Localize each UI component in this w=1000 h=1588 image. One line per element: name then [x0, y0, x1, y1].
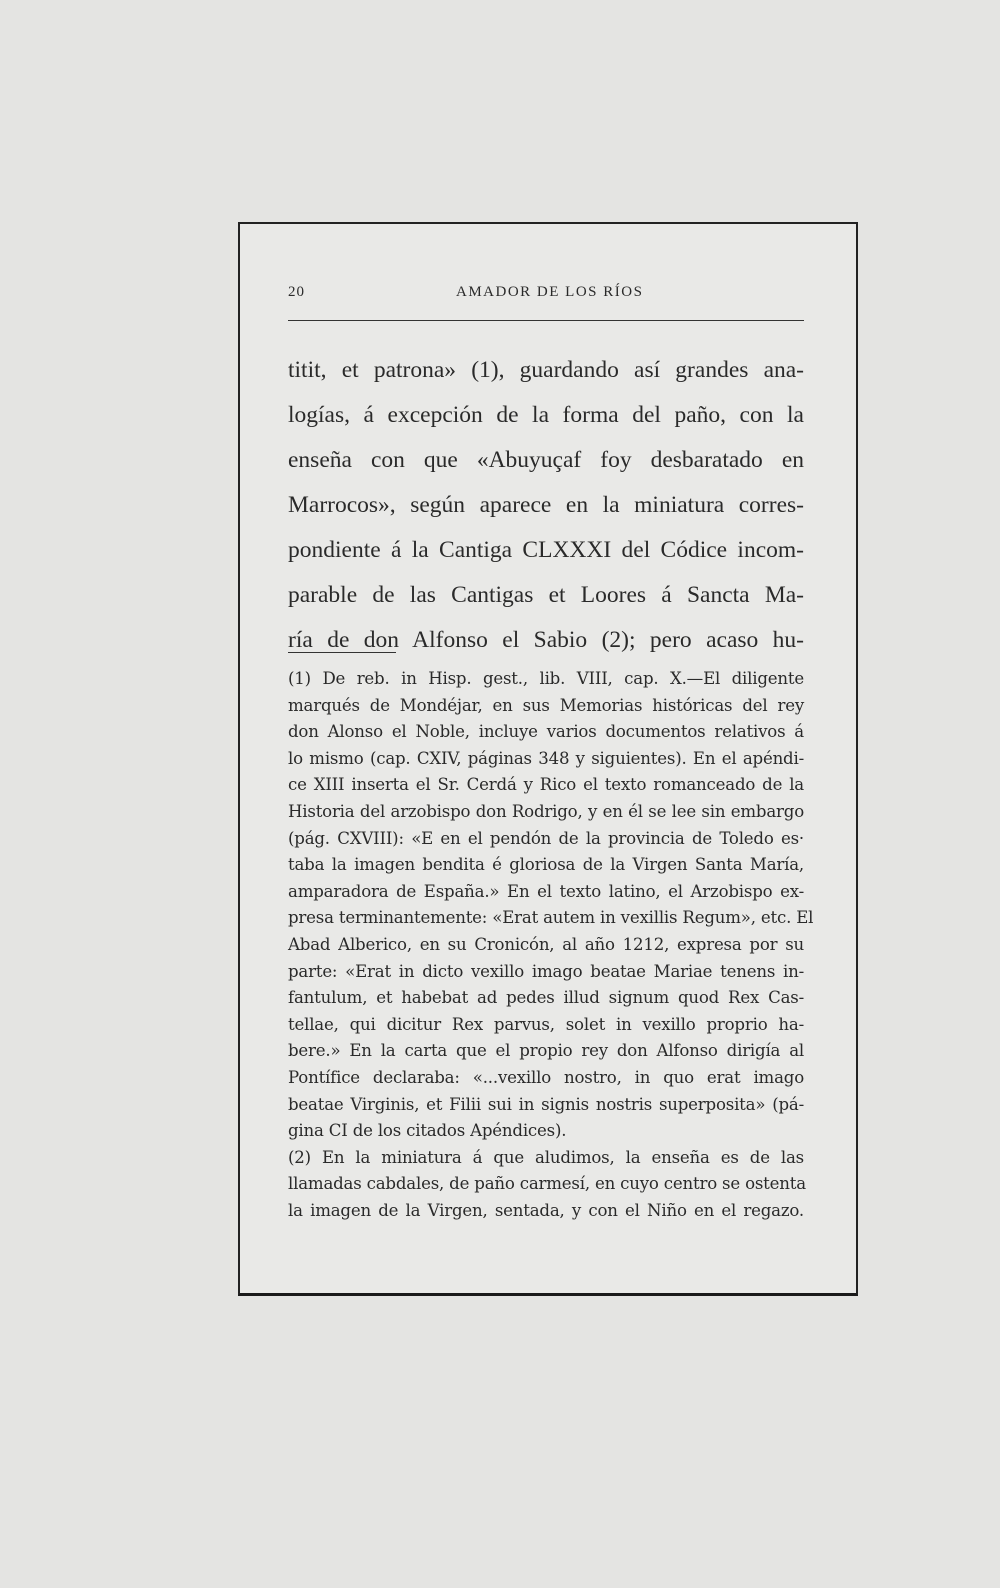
- footnote-line: beatae Virginis, et Filii sui in signis nostris superposita» (pá-: [288, 1094, 804, 1114]
- footnote-line: amparadora de España.» En el texto latino, el Arzobispo ex-: [288, 881, 804, 901]
- footnote-line: taba la imagen bendita é gloriosa de la Virgen Santa María,: [288, 855, 804, 875]
- main-text-line: pondiente á la Cantiga CLXXXI del Códice incom-: [288, 537, 804, 563]
- footnotes: [288, 666, 814, 1224]
- footnote-line: gina CI de los citados Apéndices).: [288, 1121, 567, 1141]
- main-text-line: logías, á excepción de la forma del paño, con la: [288, 402, 804, 428]
- main-text-line: Marrocos», según aparece en la miniatura corres-: [288, 492, 804, 518]
- footnote-line: parte: «Erat in dicto vexillo imago beatae Mariae tenens in-: [288, 961, 804, 981]
- footnote-line: llamadas cabdales, de paño carmesí, en cuyo centro se ostenta: [288, 1174, 806, 1194]
- footnote-line: marqués de Mondéjar, en sus Memorias históricas del rey: [288, 695, 804, 715]
- footnote-line: la imagen de la Virgen, sentada, y con el Niño en el regazo.: [288, 1200, 804, 1220]
- main-text-line: ría de don Alfonso el Sabio (2); pero acaso hu-: [288, 627, 804, 653]
- main-text-line: parable de las Cantigas et Loores á Sancta Ma-: [288, 582, 804, 608]
- header-rule: [288, 320, 804, 321]
- footnote-line: tellae, qui dicitur Rex parvus, solet in vexillo proprio ha-: [288, 1014, 804, 1034]
- footnote-line: ce XIII inserta el Sr. Cerdá y Rico el texto romanceado de la: [288, 775, 804, 795]
- footnote-line: Abad Alberico, en su Cronicón, al año 1212, expresa por su: [288, 934, 804, 954]
- page-number: 20: [288, 284, 305, 300]
- main-text: [288, 348, 808, 663]
- footnote-line: bere.» En la carta que el propio rey don Alfonso dirigía al: [288, 1041, 804, 1061]
- main-text-line: enseña con que «Abuyuçaf foy desbaratado en: [288, 447, 804, 473]
- footnote-line: presa terminantemente: «Erat autem in vexillis Regum», etc. El: [288, 908, 814, 928]
- footnote-rule: [288, 652, 396, 653]
- footnote-line: don Alonso el Noble, incluye varios documentos relativos á: [288, 722, 804, 742]
- footnote-line: (pág. CXVIII): «E en el pendón de la provincia de Toledo es·: [288, 828, 804, 848]
- footnote-line: (1) De reb. in Hisp. gest., lib. VIII, cap. X.—El diligente: [288, 669, 804, 688]
- running-head: [288, 284, 804, 310]
- main-text-line: titit, et patrona» (1), guardando así grandes ana-: [288, 357, 804, 383]
- footnote-line: lo mismo (cap. CXIV, páginas 348 y siguientes). En el apéndi-: [288, 748, 804, 768]
- footnote-line: fantulum, et habebat ad pedes illud signum quod Rex Cas-: [288, 988, 804, 1008]
- footnote-line: Historia del arzobispo don Rodrigo, y en él se lee sin embargo: [288, 801, 804, 821]
- running-title: AMADOR DE LOS RÍOS: [456, 284, 644, 300]
- footnote-line: (2) En la miniatura á que aludimos, la enseña es de las: [288, 1147, 804, 1167]
- footnote-line: Pontífice declaraba: «...vexillo nostro, in quo erat imago: [288, 1067, 804, 1087]
